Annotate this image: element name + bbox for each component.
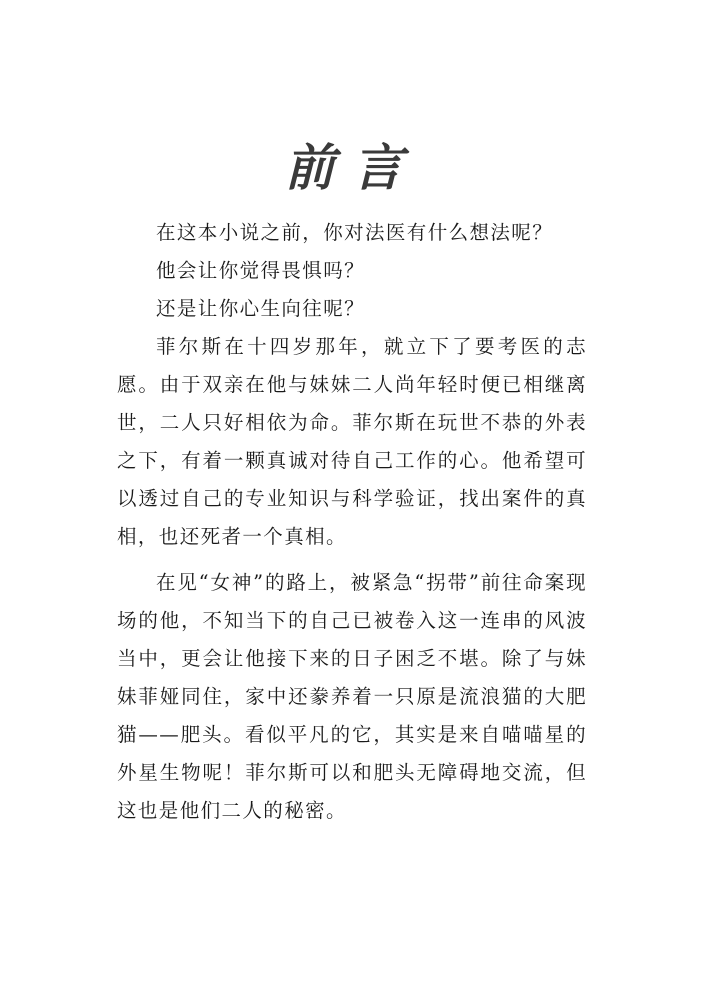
preface-body	[117, 214, 587, 830]
paragraph-about-phils: 菲尔斯在十四岁那年，就立下了要考医的志愿。由于双亲在他与妹妹二人尚年轻时便已相继离世，二人只好相依为命。菲尔斯在玩世不恭的外表之下，有着一颗真诚对待自己工作的心。他希望可以透过自己的专业知识与科学验证，找出案件的真相，也还死者一个真相。	[117, 335, 587, 548]
paragraph-question-3: 还是让你心生向往呢？	[156, 297, 366, 320]
page-title: 前言	[284, 138, 421, 197]
paragraph-question-1: 在这本小说之前，你对法医有什么想法呢？	[156, 221, 554, 244]
paragraph-story-intro: 在见“女神”的路上，被紧急“拐带”前往命案现场的他，不知当下的自己已被卷入这一连串的风波当中，更会让他接下来的日子困乏不堪。除了与妹妹菲娅同住，家中还豢养着一只原是流浪猫的大肥猫——肥头。看似平凡的它，其实是来自喵喵星的外星生物呢！菲尔斯可以和肥头无障碍地交流，但这也是他们二人的秘密。	[117, 571, 587, 822]
paragraph-question-2: 他会让你觉得畏惧吗？	[156, 259, 366, 282]
